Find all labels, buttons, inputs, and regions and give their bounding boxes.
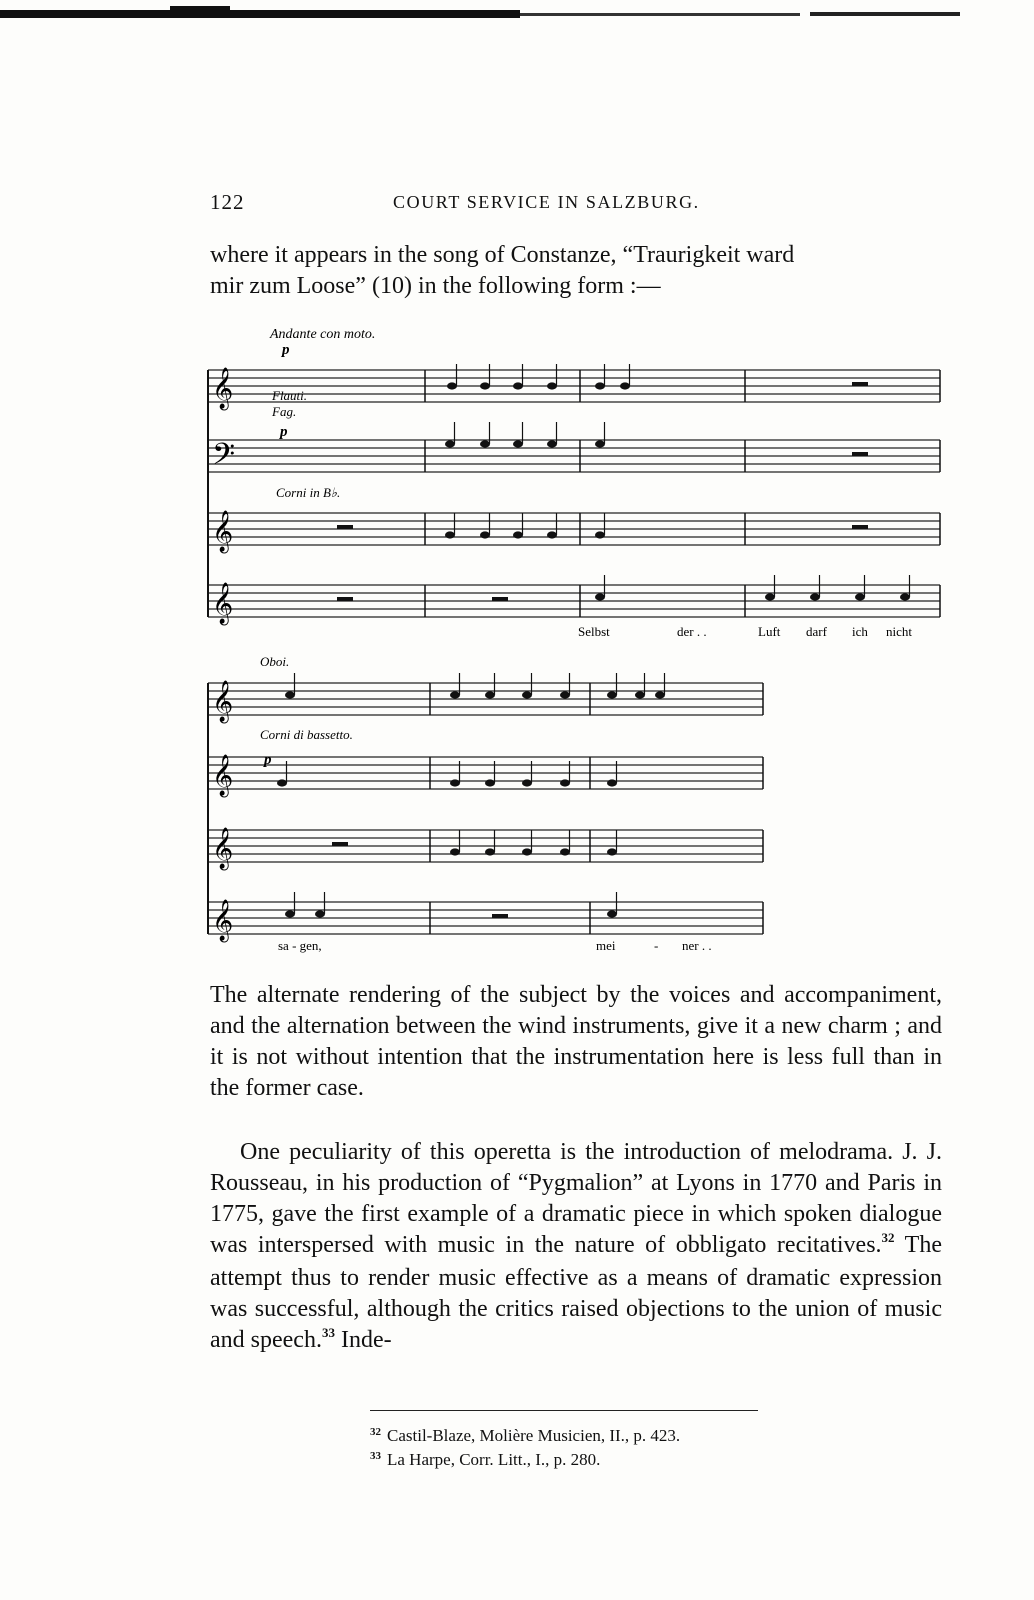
lyric: mei xyxy=(596,938,616,953)
note-head xyxy=(547,531,557,538)
note-head xyxy=(522,691,532,698)
note-head xyxy=(607,779,617,786)
note-head xyxy=(765,593,775,600)
note-head xyxy=(595,382,605,389)
note-head xyxy=(277,779,287,786)
note-head xyxy=(522,848,532,855)
bar-lines xyxy=(208,370,940,934)
lyric: ner . . xyxy=(682,938,712,953)
footnote-number: 33 xyxy=(370,1450,381,1462)
treble-clef-icon: 𝄞 xyxy=(212,583,234,623)
treble-clef-icon: 𝄞 xyxy=(212,511,234,551)
note-head xyxy=(285,910,295,917)
note-head xyxy=(900,593,910,600)
treble-clef-icon: 𝄞 xyxy=(212,900,234,940)
intro-line-1: where it appears in the song of Constanze, “Traurigkeit ward xyxy=(210,242,795,268)
treble-clef-icon: 𝄞 xyxy=(212,828,234,868)
note-head xyxy=(450,691,460,698)
note-head xyxy=(607,691,617,698)
rest-mark xyxy=(852,382,868,386)
intro-line-2: mir zum Loose” (10) in the following form :— xyxy=(210,273,661,299)
note-head xyxy=(547,382,557,389)
lyric: der . . xyxy=(677,624,707,639)
rest-mark xyxy=(852,525,868,529)
label-corni-bb: Corni in B♭. xyxy=(276,485,341,500)
footnote-number: 32 xyxy=(370,1426,381,1438)
bass-clef-icon: 𝄢 xyxy=(212,438,236,478)
staff-lines xyxy=(208,367,940,942)
note-head xyxy=(620,382,630,389)
note-head xyxy=(560,691,570,698)
note-head xyxy=(595,593,605,600)
footnote-ref: 32 xyxy=(881,1230,895,1245)
rest-mark xyxy=(332,842,348,846)
note-head xyxy=(480,382,490,389)
footnote xyxy=(370,1450,600,1470)
para2-text-b: The attempt thus to render music effective as a means of dramatic expression was successful, although the critics raised objections to the union of music and speech. xyxy=(210,1232,942,1353)
note-head xyxy=(547,440,557,447)
lyric: Selbst xyxy=(578,624,610,639)
note-head xyxy=(485,779,495,786)
rest-mark xyxy=(492,597,508,601)
para2-text-c: Inde- xyxy=(334,1327,392,1353)
treble-clef-icon: 𝄞 xyxy=(212,755,234,795)
lyric: - xyxy=(654,938,659,953)
label-flauti: Flauti. xyxy=(272,388,308,403)
note-head xyxy=(560,848,570,855)
dynamic-p: p xyxy=(280,424,288,440)
footnote-ref: 33 xyxy=(321,1325,335,1340)
dynamic-p: p xyxy=(264,752,272,768)
note-head xyxy=(513,382,523,389)
note-head xyxy=(485,848,495,855)
lyric: Luft xyxy=(758,624,781,639)
note-heads xyxy=(277,364,910,918)
note-head xyxy=(810,593,820,600)
note-head xyxy=(445,440,455,447)
footnote-rule xyxy=(370,1410,758,1411)
note-head xyxy=(447,382,457,389)
note-head xyxy=(655,691,665,698)
tempo-marking: Andante con moto. xyxy=(270,327,376,342)
note-head xyxy=(595,440,605,447)
note-head xyxy=(315,910,325,917)
label-fag: Fag. xyxy=(272,404,297,419)
page-number: 122 xyxy=(210,190,245,214)
lyric: nicht xyxy=(886,624,912,639)
rest-mark xyxy=(337,525,353,529)
rest-mark xyxy=(492,914,508,918)
note-head xyxy=(522,779,532,786)
note-head xyxy=(855,593,865,600)
treble-clef-icon: 𝄞 xyxy=(212,368,234,408)
rest-mark xyxy=(337,597,353,601)
note-head xyxy=(560,779,570,786)
dynamic-p: p xyxy=(282,342,290,358)
note-head xyxy=(635,691,645,698)
note-head xyxy=(607,910,617,917)
note-head xyxy=(607,848,617,855)
footnote-text: La Harpe, Corr. Litt., I., p. 280. xyxy=(387,1450,601,1469)
note-head xyxy=(450,779,460,786)
lyric: darf xyxy=(806,624,827,639)
note-head xyxy=(513,531,523,538)
treble-clef-icon: 𝄞 xyxy=(212,681,234,721)
footnote xyxy=(370,1426,680,1446)
note-head xyxy=(480,440,490,447)
label-corni-bassetto: Corni di bassetto. xyxy=(260,727,353,742)
note-head xyxy=(480,531,490,538)
para2-text-a: One peculiarity of this operetta is the introduction of melodrama. J. J. Rousseau, in his production of “Pygmalion” at Lyons in 1770 and Paris in 1775, gave the first example of a dramatic piece in which spoken dialogue was interspersed with music in the nature of obbligato recitatives. xyxy=(210,1139,942,1258)
body-paragraph-2 xyxy=(210,1137,942,1358)
note-head xyxy=(445,531,455,538)
lyric: ich xyxy=(852,624,868,639)
body-paragraph-1: The alternate rendering of the subject by the voices and accompaniment, and the alternation between the wind instruments, give it a new charm ; and it is not without intention that the instrumentation here is less full than in the former case. xyxy=(210,982,942,1101)
lyric: sa - gen, xyxy=(278,938,322,953)
rest-mark xyxy=(852,452,868,456)
note-head xyxy=(513,440,523,447)
note-head xyxy=(285,691,295,698)
note-head xyxy=(450,848,460,855)
label-oboi: Oboi. xyxy=(260,654,290,669)
note-head xyxy=(485,691,495,698)
footnote-text: Castil-Blaze, Molière Musicien, II., p. 423. xyxy=(387,1426,681,1445)
running-head: COURT SERVICE IN SALZBURG. xyxy=(393,192,700,212)
note-head xyxy=(595,531,605,538)
